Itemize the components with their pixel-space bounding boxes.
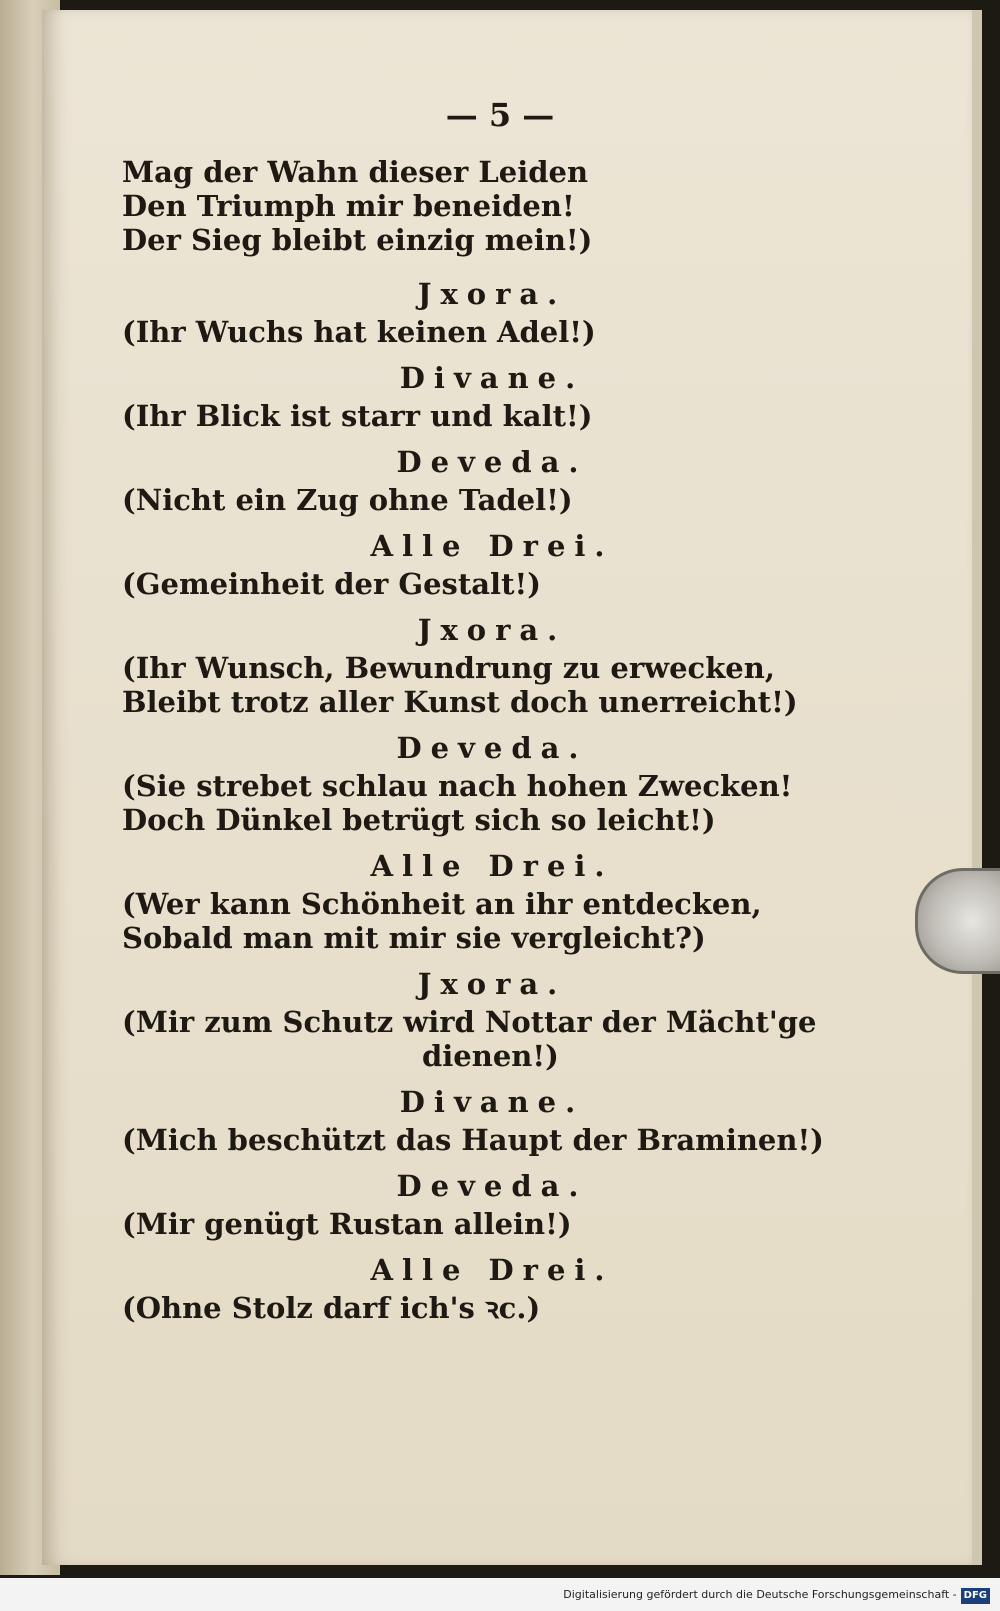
verse-line: Den Triumph mir beneiden! [122, 189, 575, 223]
dialogue-line: (Mir zum Schutz wird Nottar der Mächt'ge [122, 1005, 817, 1039]
speaker-name: Divane. [399, 1085, 585, 1119]
credit-text: Digitalisierung gefördert durch die Deutsche Forschungsgemeinschaft - [563, 1588, 957, 1601]
dialogue-line: (Ihr Wuchs hat keinen Adel!) [122, 315, 596, 349]
speaker-name: Alle Drei. [370, 529, 614, 563]
dialogue-line: (Nicht ein Zug ohne Tadel!) [122, 483, 573, 517]
dialogue-line: (Ihr Blick ist starr und kalt!) [122, 399, 593, 433]
dialogue-line: Sobald man mit mir sie vergleicht?) [122, 921, 706, 955]
speaker-name: Jxora. [417, 967, 567, 1001]
dfg-logo: DFG [961, 1588, 990, 1604]
verse-text [122, 155, 862, 1325]
verse-line: Mag der Wahn dieser Leiden [122, 155, 589, 189]
dialogue-line: Doch Dünkel betrügt sich so leicht!) [122, 803, 716, 837]
speaker-name: Alle Drei. [370, 849, 614, 883]
page-tab-marker [915, 868, 1000, 974]
dialogue-line: (Ohne Stolz darf ich's ꝛc.) [122, 1291, 541, 1325]
dialogue-line: (Mich beschützt das Haupt der Braminen!) [122, 1123, 824, 1157]
verse-line: Der Sieg bleibt einzig mein!) [122, 223, 593, 257]
page-edge [972, 10, 982, 1565]
speaker-name: Alle Drei. [370, 1253, 614, 1287]
speaker-name: Divane. [399, 361, 585, 395]
dialogue-line: (Mir genügt Rustan allein!) [122, 1207, 572, 1241]
dialogue-line: (Ihr Wunsch, Bewundrung zu erwecken, [122, 651, 775, 685]
speaker-name: Jxora. [417, 277, 567, 311]
digitization-credit [0, 1578, 1000, 1611]
speaker-name: Deveda. [396, 445, 588, 479]
page-number: — 5 — [445, 96, 555, 134]
dialogue-line: Bleibt trotz aller Kunst doch unerreicht!) [122, 685, 798, 719]
speaker-name: Jxora. [417, 613, 567, 647]
dialogue-line: dienen!) [422, 1039, 559, 1073]
dialogue-line: (Gemeinheit der Gestalt!) [122, 567, 541, 601]
speaker-name: Deveda. [396, 731, 588, 765]
speaker-name: Deveda. [396, 1169, 588, 1203]
dialogue-line: (Sie strebet schlau nach hohen Zwecken! [122, 769, 793, 803]
dialogue-line: (Wer kann Schönheit an ihr entdecken, [122, 887, 762, 921]
